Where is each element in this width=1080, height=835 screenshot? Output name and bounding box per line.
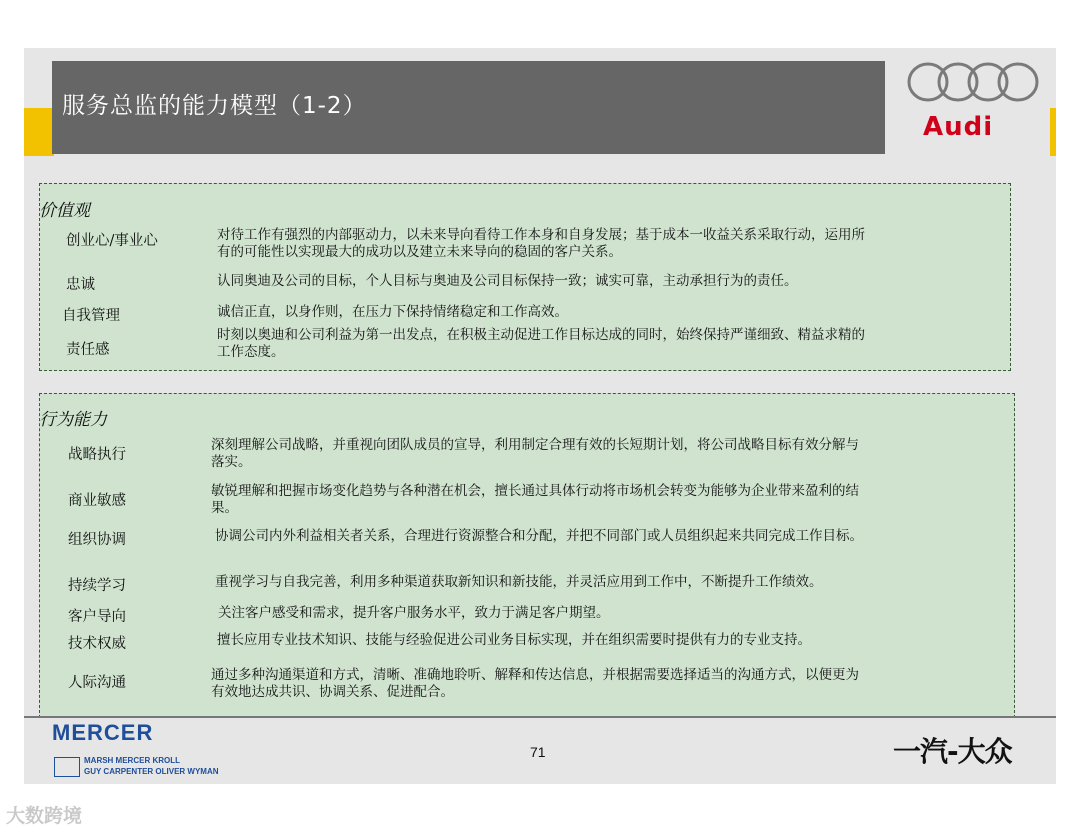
mercer-emblem-icon [54,757,80,777]
values-row-desc: 诚信正直，以身作则，在压力下保持情绪稳定和工作高效。 [217,304,568,320]
behavior-row-label: 商业敏感 [68,493,126,509]
values-row-desc: 认同奥迪及公司的目标，个人目标与奥迪及公司目标保持一致；诚实可靠，主动承担行为的责任。 [217,273,798,289]
behavior-row-label: 技术权威 [68,636,126,652]
behavior-row-desc: 深刻理解公司战略，并重视向团队成员的宣导，利用制定合理有效的长短期计划，将公司战略目标有效分解与 落实。 [211,437,859,470]
audi-wordmark: Audi [923,112,994,142]
mercer-logo: MERCER [52,720,154,745]
behavior-row-label: 人际沟通 [68,675,126,691]
behavior-row-desc: 通过多种沟通渠道和方式，清晰、准确地聆听、解释和传达信息，并根据需要选择适当的沟通方式，以便更为 有效地达成共识、协调关系、促进配合。 [211,667,859,700]
values-heading: 价值观 [39,201,90,221]
mercer-affiliates: MARSH MERCER KROLL GUY CARPENTER OLIVER WYMAN [84,756,219,776]
page-number: 71 [530,744,546,760]
values-row-desc: 时刻以奥迪和公司利益为第一出发点，在积极主动促进工作目标达成的同时，始终保持严谨细致、精益求精的 工作态度。 [217,327,865,360]
accent-bar-left [24,108,54,156]
faw-vw-logo: 一汽-大众 [893,735,1012,768]
values-row-label: 创业心/事业心 [66,233,158,249]
behavior-row-desc: 重视学习与自我完善，利用多种渠道获取新知识和新技能，并灵活应用到工作中，不断提升工作绩效。 [215,574,823,590]
values-row-label: 自我管理 [62,308,120,324]
watermark: 大数跨境 [6,805,83,827]
behavior-row-label: 客户导向 [68,609,126,625]
behavior-row-label: 战略执行 [68,447,126,463]
audi-logo [903,60,1043,142]
behavior-heading: 行为能力 [39,410,107,430]
behavior-row-label: 组织协调 [68,532,126,548]
footer-divider [24,716,1056,718]
accent-bar-right [1050,108,1056,156]
audi-rings-icon [903,60,1043,110]
values-row-label: 责任感 [66,342,110,358]
page-title: 服务总监的能力模型（1-2） [62,93,367,119]
title-banner [52,61,885,154]
values-row-desc: 对待工作有强烈的内部驱动力，以未来导向看待工作本身和自身发展；基于成本一收益关系采取行动，运用所 有的可能性以实现最大的成功以及建立未来导向的稳固的客户关系。 [217,227,865,260]
behavior-row-desc: 关注客户感受和需求，提升客户服务水平，致力于满足客户期望。 [218,605,610,621]
behavior-row-desc: 敏锐理解和把握市场变化趋势与各种潜在机会，擅长通过具体行动将市场机会转变为能够为企业带来盈利的结 果。 [211,483,859,516]
behavior-row-desc: 协调公司内外利益相关者关系，合理进行资源整合和分配，并把不同部门或人员组织起来共同完成工作目标。 [215,528,863,544]
values-row-label: 忠诚 [66,277,95,293]
behavior-row-label: 持续学习 [68,578,126,594]
behavior-row-desc: 擅长应用专业技术知识、技能与经验促进公司业务目标实现，并在组织需要时提供有力的专业支持。 [217,632,811,648]
